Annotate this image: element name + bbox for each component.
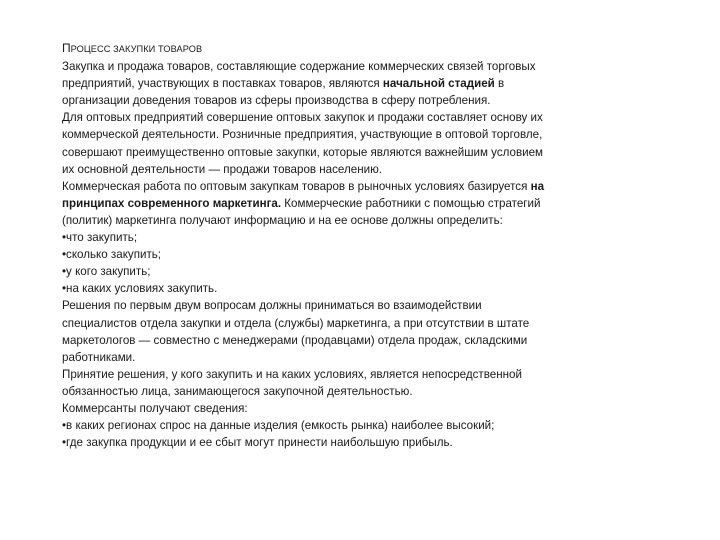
text-run: •на каких условиях закупить. (62, 282, 218, 296)
text-line (62, 92, 662, 109)
bold-text: принципах современного маркетинга. (62, 196, 282, 210)
text-line (62, 280, 662, 297)
text-run: в (494, 77, 505, 91)
text-run: Коммерсанты получают сведения: (62, 401, 248, 415)
text-line (62, 434, 662, 451)
text-line (62, 297, 662, 314)
text-run: (политик) маркетинга получают информацию и на ее основе должны определить: (62, 213, 503, 227)
text-run: Коммерческие работники с помощью стратегий (281, 196, 541, 210)
text-line (62, 383, 662, 400)
document-title (62, 40, 662, 58)
text-line (62, 58, 662, 75)
text-line (62, 417, 662, 434)
text-line (62, 349, 662, 366)
text-run: совершают преимущественно оптовые закупки, которые являются важнейшим условием (62, 145, 544, 159)
text-run: обязанностью лица, занимающегося закупочной деятельностью. (62, 384, 413, 398)
text-run: Коммерческая работа по оптовым закупкам товаров в рыночных условиях базируется (62, 179, 531, 193)
text-run: •где закупка продукции и ее сбыт могут принести наибольшую прибыль. (62, 436, 453, 450)
text-run: Для оптовых предприятий совершение оптовых закупок и продажи составляет основу их (62, 111, 543, 125)
text-line (62, 315, 662, 332)
text-run: работниками. (62, 350, 136, 364)
text-line (62, 126, 662, 143)
text-run: •что закупить; (62, 231, 138, 245)
text-run: Решения по первым двум вопросам должны приниматься во взаимодействии (62, 299, 482, 313)
text-run: их основной деятельности — продажи товаров населению. (62, 162, 382, 176)
text-line (62, 212, 662, 229)
text-line (62, 75, 662, 92)
text-run: предприятий, участвующих в поставках товаров, являются (62, 77, 383, 91)
document-text (62, 40, 662, 451)
text-line (62, 229, 662, 246)
text-line (62, 109, 662, 126)
title-rest: РОЦЕСС ЗАКУПКИ ТОВАРОВ (70, 44, 203, 54)
text-run: организации доведения товаров из сферы производства в сферу потребления. (62, 94, 491, 108)
text-run: •сколько закупить; (62, 248, 162, 262)
text-run: маркетологов — совместно с менеджерами (продавцами) отдела продаж, складскими (62, 333, 528, 347)
text-line (62, 161, 662, 178)
bold-text: начальной стадией (382, 77, 495, 91)
text-line (62, 400, 662, 417)
text-line (62, 246, 662, 263)
text-run: коммерческой деятельности. Розничные предприятия, участвующие в оптовой торговле, (62, 128, 543, 142)
bold-text: на (530, 179, 545, 193)
title-first-letter: П (62, 41, 71, 55)
text-line (62, 332, 662, 349)
text-run: •у кого закупить; (62, 265, 151, 279)
text-run: специалистов отдела закупки и отдела (службы) маркетинга, а при отсутствии в штате (62, 316, 530, 330)
text-line (62, 195, 662, 212)
text-line (62, 144, 662, 161)
text-run: Принятие решения, у кого закупить и на каких условиях, является непосредственной (62, 367, 522, 381)
paragraph-lines (62, 58, 662, 451)
text-run: •в каких регионах спрос на данные изделия (емкость рынка) наиболее высокий; (62, 419, 495, 433)
text-line (62, 178, 662, 195)
text-run: Закупка и продажа товаров, составляющие содержание коммерческих связей торговых (62, 60, 536, 74)
text-line (62, 366, 662, 383)
text-line (62, 263, 662, 280)
